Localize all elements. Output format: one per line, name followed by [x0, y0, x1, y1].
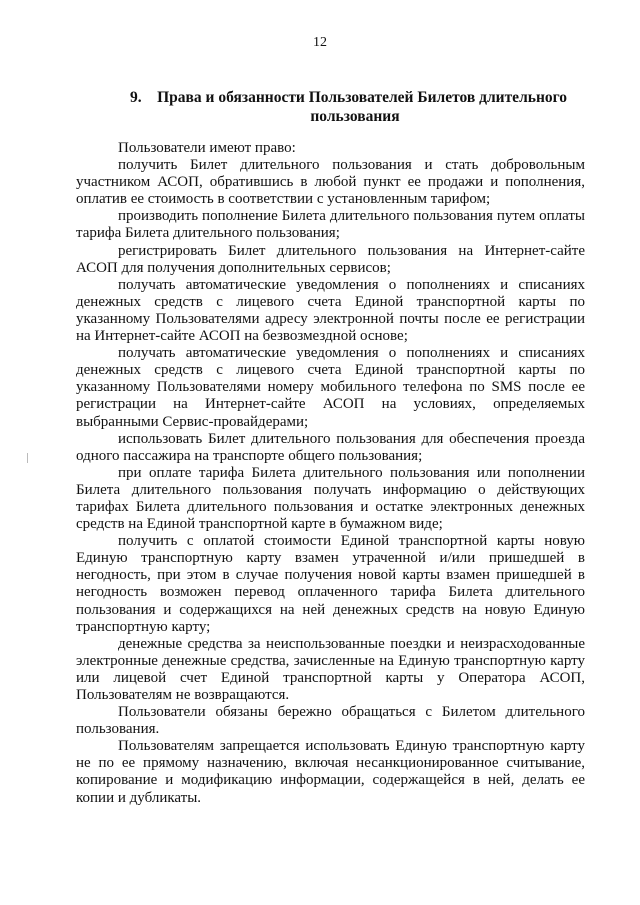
paragraph-right-email-notifications: получать автоматические уведомления о пополнениях и списаниях денежных средств с лицевого счета Единой транспортной карты по указанному Пользователями адресу электронной почты после ее регистрации на Интернет-сайте АСОП на безвозмездной основе; — [76, 276, 585, 345]
margin-mark — [27, 453, 32, 463]
section-heading — [130, 88, 580, 126]
paragraph-no-refund: денежные средства за неиспользованные поездки и неизрасходованные электронные денежные средства, зачисленные на Единую транспортную карту или лицевой счет Единой транспортной карты у Оператора АСОП, Пользователям не возвращаются. — [76, 635, 585, 703]
paragraph-rights-intro: Пользователи имеют право: — [118, 140, 296, 156]
paragraph-right-top-up: производить пополнение Билета длительного пользования путем оплаты тарифа Билета длительного пользования; — [76, 208, 585, 242]
section-title-line1: Права и обязанности Пользователей Билетов длительного — [157, 89, 568, 106]
paragraph-prohibitions: Пользователям запрещается использовать Единую транспортную карту не по ее прямому назначению, включая несанкционированное считывание, копирование и модификацию информации, содержащейся в ней, делать ее копии и дубликаты. — [76, 738, 585, 806]
section-title-line2: пользования — [310, 108, 400, 125]
section-heading-line1 — [130, 88, 580, 107]
paragraph-right-use-ticket: использовать Билет длительного пользования для обеспечения проезда одного пассажира на транспорте общего пользования; — [76, 430, 585, 464]
page-number: 12 — [313, 35, 327, 50]
paragraph-right-register: регистрировать Билет длительного пользования на Интернет-сайте АСОП для получения дополнительных сервисов; — [76, 242, 585, 276]
paragraph-obligations: Пользователи обязаны бережно обращаться с Билетом длительного пользования. — [76, 704, 585, 738]
paragraph-right-replacement-card: получить с оплатой стоимости Единой транспортной карты новую Единую транспортную карту взамен утраченной и/или пришедшей в негодность, при этом в случае получения новой карты взамен пришедшей в негодность возможен перевод оплаченного тарифа Билета длительного пользования и содержащихся на ней денежных средств на новую Единую транспортную карту; — [76, 533, 585, 635]
paragraph-right-sms-notifications: получать автоматические уведомления о пополнениях и списаниях денежных средств с лицевого счета Единой транспортной карты по указанному Пользователями номеру мобильного телефона по SMS после ее регистрации на Интернет-сайте АСОП на условиях, определяемых выбранными Сервис-провайдерами; — [76, 345, 585, 430]
section-number: 9. — [130, 89, 142, 106]
paragraph-right-receive-info: при оплате тарифа Билета длительного пользования или пополнении Билета длительного пользования получать информацию о действующих тарифах Билета длительного пользования и остатке электронных денежных средств на Единой транспортной карте в бумажном виде; — [76, 464, 585, 533]
paragraph-right-obtain-ticket: получить Билет длительного пользования и стать добровольным участником АСОП, обратившись в любой пункт ее продажи и пополнения, оплатив ее стоимость в соответствии с установленным тарифом; — [76, 157, 585, 208]
section-body — [76, 140, 585, 807]
